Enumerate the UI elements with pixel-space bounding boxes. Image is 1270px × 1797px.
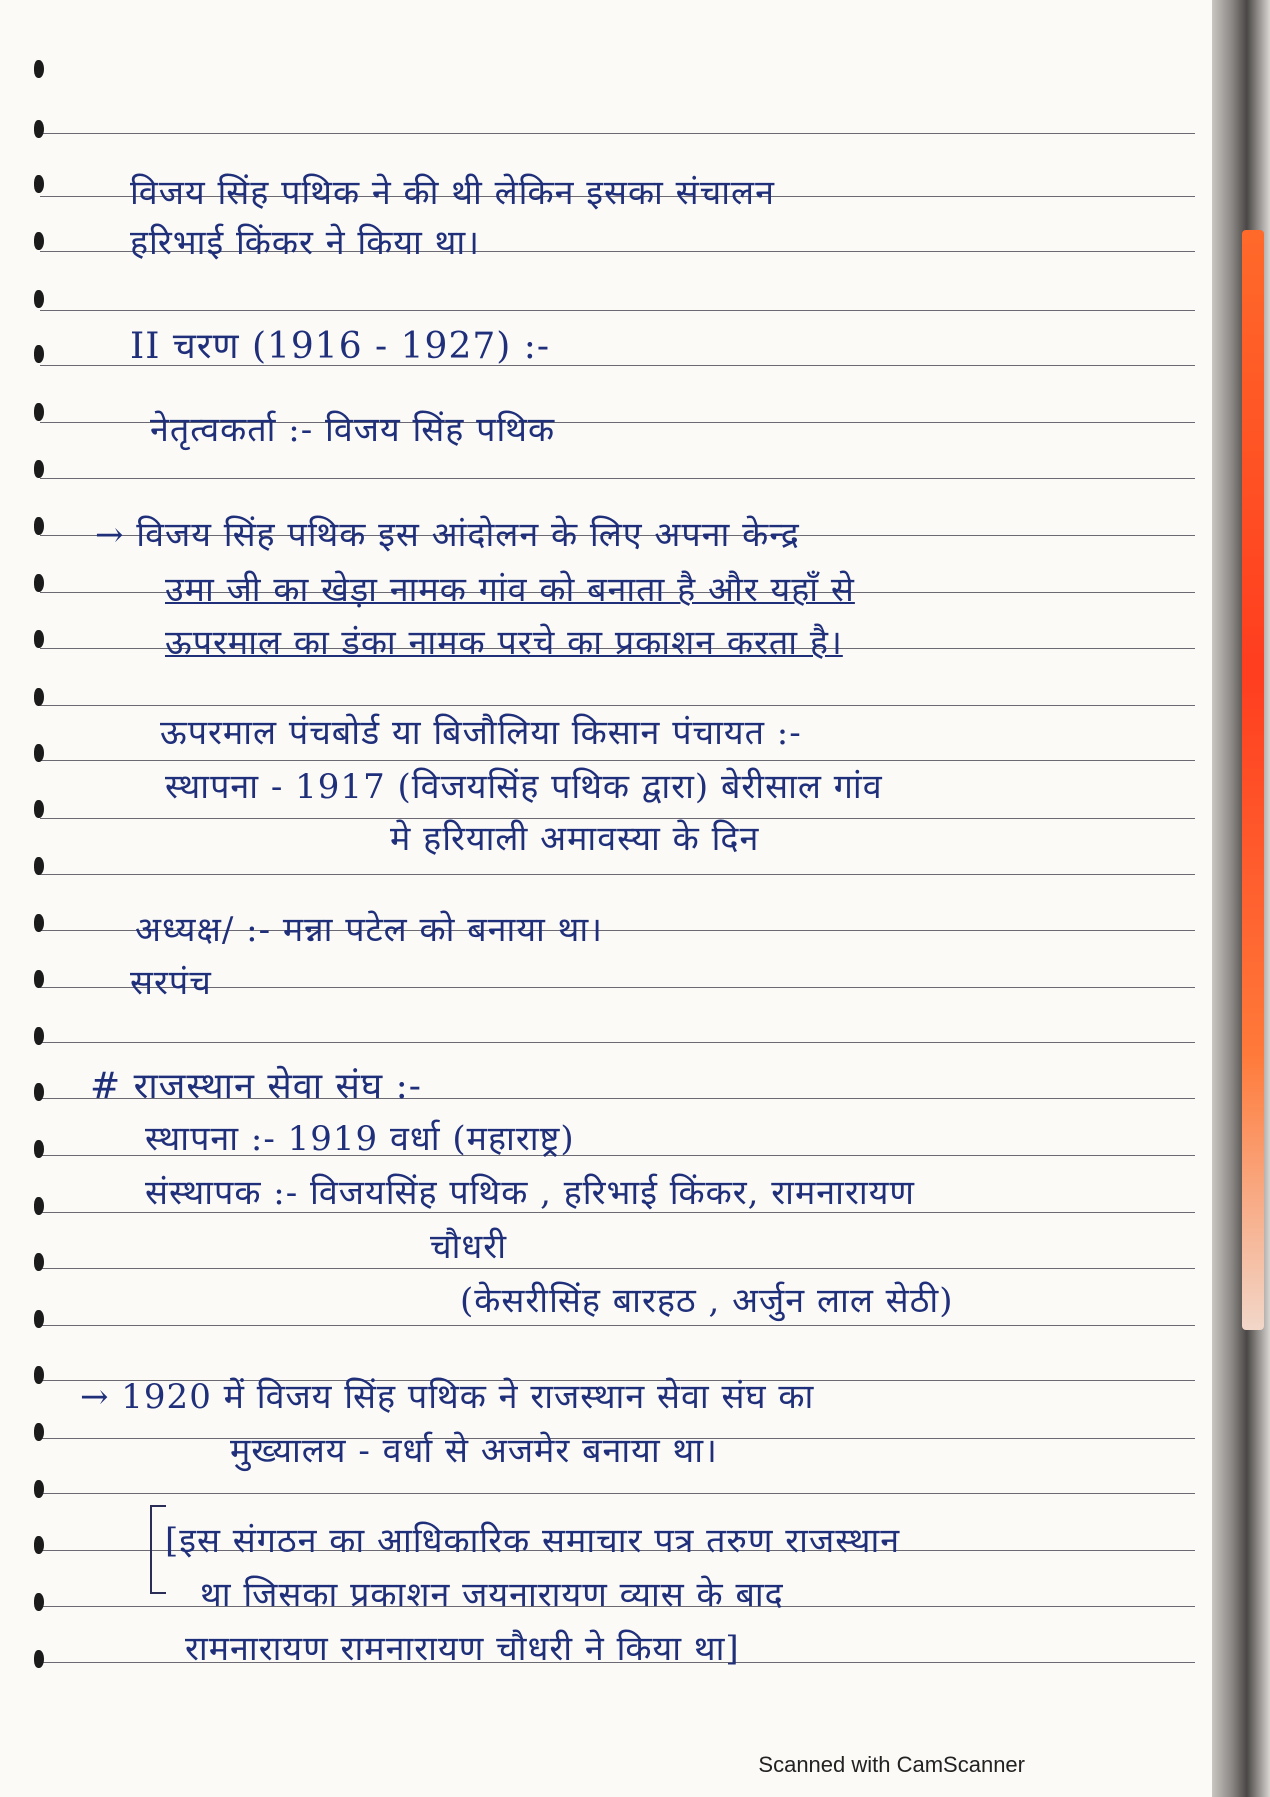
- binder-hole: [34, 857, 44, 875]
- ruled-line: [40, 310, 1195, 311]
- binder-hole: [34, 1027, 44, 1045]
- binder-hole: [34, 1480, 44, 1498]
- binder-hole: [34, 800, 44, 818]
- scanner-watermark: Scanned with CamScanner: [758, 1752, 1025, 1777]
- section-heading: II चरण (1916 - 1927) :-: [130, 326, 551, 367]
- binder-hole: [34, 1253, 44, 1271]
- text-line: ऊपरमाल का डंका नामक परचे का प्रकाशन करता है।: [165, 623, 843, 663]
- ruled-line: [40, 1268, 1195, 1269]
- binder-hole: [34, 403, 44, 421]
- text-line: [इस संगठन का आधिकारिक समाचार पत्र तरुण राजस्थान: [165, 1521, 901, 1561]
- text-line: मे हरियाली अमावस्या के दिन: [390, 819, 760, 859]
- binder-hole: [34, 1423, 44, 1441]
- binder-hole: [34, 688, 44, 706]
- text-line: था जिसका प्रकाशन जयनारायण व्यास के बाद: [200, 1575, 784, 1615]
- binder-hole: [34, 574, 44, 592]
- text-line: संस्थापक :- विजयसिंह पथिक , हरिभाई किंकर, रामनारायण: [145, 1173, 915, 1213]
- text-line: → विजय सिंह पथिक इस आंदोलन के लिए अपना केन्द्र: [95, 515, 800, 555]
- ruled-line: [40, 1493, 1195, 1494]
- text-line: नेतृत्वकर्ता :- विजय सिंह पथिक: [150, 410, 556, 450]
- section-heading: # राजस्थान सेवा संघ :-: [90, 1066, 422, 1107]
- binder-hole: [34, 345, 44, 363]
- binder-edge: [1242, 230, 1264, 1330]
- ruled-line: [40, 1042, 1195, 1043]
- bracket-mark: [150, 1505, 166, 1594]
- text-line: → 1920 में विजय सिंह पथिक ने राजस्थान सेवा संघ का: [80, 1377, 815, 1417]
- ruled-line: [40, 1325, 1195, 1326]
- ruled-line: [40, 478, 1195, 479]
- text-line: विजय सिंह पथिक ने की थी लेकिन इसका संचालन: [130, 173, 775, 213]
- text-line: रामनारायण रामनारायण चौधरी ने किया था]: [185, 1629, 740, 1669]
- binder-hole: [34, 290, 44, 308]
- ruled-line: [40, 133, 1195, 134]
- text-line: चौधरी: [430, 1227, 508, 1267]
- binder-hole: [34, 175, 44, 193]
- ruled-line: [40, 705, 1195, 706]
- binder-hole: [34, 1083, 44, 1101]
- binder-hole: [34, 1650, 44, 1668]
- binder-hole: [34, 1366, 44, 1384]
- binder-hole: [34, 232, 44, 250]
- binder-hole: [34, 1197, 44, 1215]
- text-line: स्थापना :- 1919 वर्धा (महाराष्ट्र): [145, 1119, 575, 1159]
- binder-hole: [34, 517, 44, 535]
- text-line: मुख्यालय - वर्धा से अजमेर बनाया था।: [230, 1431, 718, 1471]
- ruled-line: [40, 987, 1195, 988]
- text-line: (केसरीसिंह बारहठ , अर्जुन लाल सेठी): [460, 1281, 954, 1321]
- text-line: ऊपरमाल पंचबोर्ड या बिजौलिया किसान पंचायत :-: [160, 713, 802, 753]
- binder-hole: [34, 460, 44, 478]
- binder-hole: [34, 914, 44, 932]
- binder-hole: [34, 744, 44, 762]
- binder-hole: [34, 1140, 44, 1158]
- text-line: उमा जी का खेड़ा नामक गांव को बनाता है और यहाँ से: [165, 570, 855, 610]
- ruled-line: [40, 760, 1195, 761]
- text-line: स्थापना - 1917 (विजयसिंह पथिक द्वारा) बेरीसाल गांव: [165, 767, 883, 807]
- binder-hole: [34, 1593, 44, 1611]
- text-line: हरिभाई किंकर ने किया था।: [130, 223, 481, 263]
- text-line: अध्यक्ष/ :- मन्ना पटेल को बनाया था।: [135, 910, 604, 950]
- binder-hole: [34, 1536, 44, 1554]
- ruled-line: [40, 874, 1195, 875]
- binder-hole: [34, 60, 44, 78]
- binder-hole: [34, 120, 44, 138]
- binder-hole: [34, 630, 44, 648]
- binder-hole: [34, 970, 44, 988]
- text-line: सरपंच: [130, 963, 212, 1003]
- binder-hole: [34, 1310, 44, 1328]
